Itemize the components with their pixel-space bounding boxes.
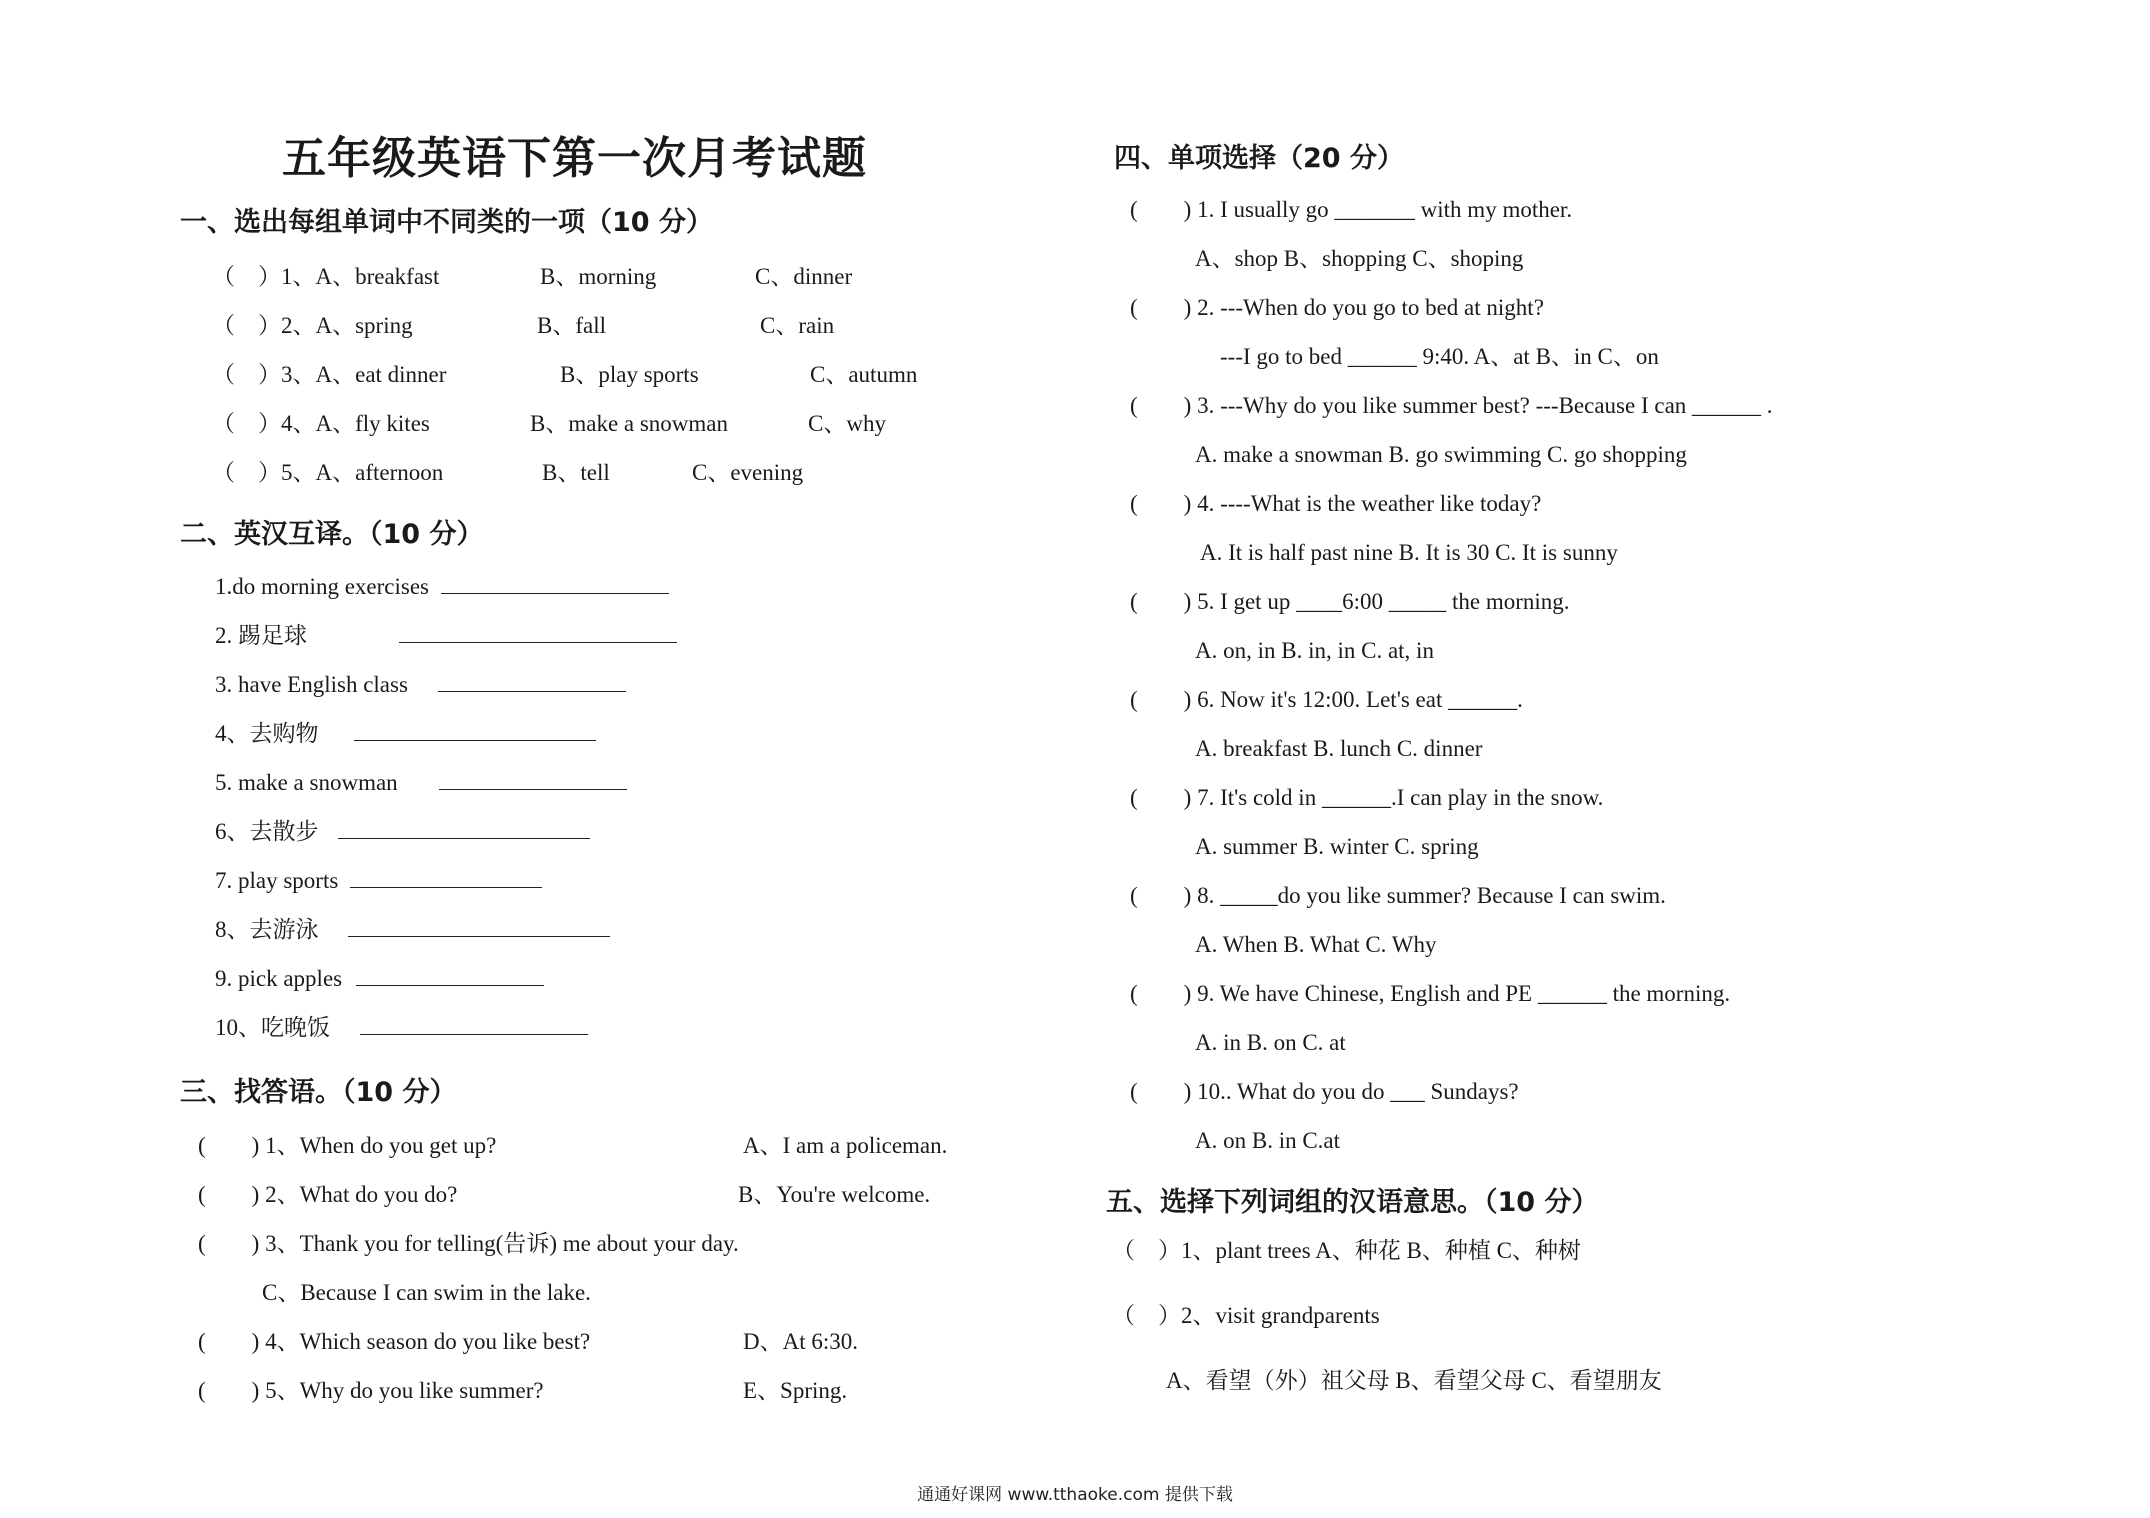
mc-question: ( ) 7. It's cold in ______.I can play in the snow. <box>1130 785 1604 810</box>
section1-item <box>212 311 1012 341</box>
answer-blank <box>439 769 627 790</box>
answer-blank <box>399 622 677 643</box>
mc-question: ( ) 10.. What do you do ___ Sundays? <box>1130 1079 1519 1104</box>
matching-item <box>198 1131 1018 1161</box>
translation-item <box>215 964 544 994</box>
section1-item-a: （ ）5、A、afternoon <box>212 460 444 485</box>
answer-blank <box>348 916 610 937</box>
mc-options: A. on B. in C.at <box>1195 1128 1341 1153</box>
section4-heading: 四、单项选择（20 分） <box>1114 143 1404 174</box>
matching-item <box>198 1327 1018 1357</box>
answer-blank <box>350 867 542 888</box>
matching-answer-line <box>262 1278 962 1308</box>
section5-heading: 五、选择下列词组的汉语意思。（10 分） <box>1106 1187 1599 1218</box>
mc-options: A. in B. on C. at <box>1195 1030 1346 1055</box>
translation-item <box>215 719 596 749</box>
section1-item-a: （ ）1、A、breakfast <box>212 264 440 289</box>
translation-prompt: 6、去散步 <box>215 819 319 844</box>
section2-heading: 二、英汉互译。（10 分） <box>180 519 484 550</box>
section1-item-b: B、tell <box>542 460 610 485</box>
section1-item-b: B、make a snowman <box>530 411 729 436</box>
phrase-options: A、看望（外）祖父母 B、看望父母 C、看望朋友 <box>1166 1368 1662 1393</box>
section1-item-c: C、rain <box>760 313 835 338</box>
section1-item-b: B、play sports <box>560 362 699 387</box>
mc-question: ( ) 4. ----What is the weather like today? <box>1130 491 1542 516</box>
phrase-question: （ ）1、plant trees A、种花 B、种植 C、种树 <box>1112 1238 1581 1263</box>
mc-question: ( ) 6. Now it's 12:00. Let's eat ______. <box>1130 687 1523 712</box>
translation-prompt: 2. 踢足球 <box>215 623 307 648</box>
mc-question: ( ) 9. We have Chinese, English and PE ______ the morning. <box>1130 981 1731 1006</box>
translation-prompt: 10、吃晚饭 <box>215 1015 330 1040</box>
mc-options: A. make a snowman B. go swimming C. go shopping <box>1195 442 1687 467</box>
answer-blank <box>338 818 590 839</box>
page-title: 五年级英语下第一次月考试题 <box>282 133 867 184</box>
translation-prompt: 1.do morning exercises <box>215 574 429 599</box>
section1-item <box>212 409 1012 439</box>
mc-options: A. summer B. winter C. spring <box>1195 834 1479 859</box>
mc-options: A. When B. What C. Why <box>1195 932 1437 957</box>
matching-answer: E、Spring. <box>743 1378 848 1403</box>
mc-question: ( ) 5. I get up ____6:00 _____ the morning. <box>1130 589 1570 614</box>
matching-question: ( ) 1、When do you get up? <box>198 1133 497 1158</box>
footer-credit: 通通好课网 www.tthaoke.com 提供下载 <box>917 1485 1233 1505</box>
answer-blank <box>441 573 669 594</box>
section1-item <box>212 360 1012 390</box>
matching-question: ( ) 4、Which season do you like best? <box>198 1329 591 1354</box>
answer-blank <box>360 1014 588 1035</box>
translation-prompt: 4、去购物 <box>215 721 319 746</box>
translation-item <box>215 915 610 945</box>
section1-heading: 一、选出每组单词中不同类的一项（10 分） <box>180 207 713 238</box>
mc-options: ---I go to bed ______ 9:40. A、at B、in C、on <box>1220 344 1659 369</box>
matching-item <box>198 1376 1018 1406</box>
mc-question: ( ) 3. ---Why do you like summer best? ---Because I can ______ . <box>1130 393 1773 418</box>
matching-question: ( ) 3、Thank you for telling(告诉) me about your day. <box>198 1231 739 1256</box>
mc-question: ( ) 8. _____do you like summer? Because I can swim. <box>1130 883 1666 908</box>
section1-item-a: （ ）4、A、fly kites <box>212 411 430 436</box>
section1-item-a: （ ）2、A、spring <box>212 313 413 338</box>
translation-item <box>215 670 626 700</box>
translation-prompt: 5. make a snowman <box>215 770 398 795</box>
translation-item <box>215 1013 588 1043</box>
translation-item <box>215 621 677 651</box>
section1-item-b: B、morning <box>540 264 657 289</box>
translation-prompt: 9. pick apples <box>215 966 343 991</box>
answer-blank <box>356 965 544 986</box>
matching-question: ( ) 5、Why do you like summer? <box>198 1378 544 1403</box>
section1-item-c: C、autumn <box>810 362 918 387</box>
mc-options: A. breakfast B. lunch C. dinner <box>1195 736 1483 761</box>
section1-item-a: （ ）3、A、eat dinner <box>212 362 447 387</box>
translation-item <box>215 768 627 798</box>
translation-prompt: 8、去游泳 <box>215 917 319 942</box>
answer-blank <box>354 720 596 741</box>
mc-options: A. on, in B. in, in C. at, in <box>1195 638 1434 663</box>
section3-heading: 三、找答语。（10 分） <box>180 1077 457 1108</box>
section1-item-c: C、why <box>808 411 886 436</box>
mc-question: ( ) 2. ---When do you go to bed at night? <box>1130 295 1544 320</box>
section1-item <box>212 458 1012 488</box>
mc-question: ( ) 1. I usually go _______ with my mother. <box>1130 197 1573 222</box>
translation-prompt: 3. have English class <box>215 672 408 697</box>
translation-item <box>215 572 669 602</box>
matching-answer: B、You're welcome. <box>738 1182 931 1207</box>
matching-answer: D、At 6:30. <box>743 1329 858 1354</box>
matching-answer: A、I am a policeman. <box>743 1133 948 1158</box>
matching-item <box>198 1180 1018 1210</box>
matching-item <box>198 1229 1018 1259</box>
section1-item-c: C、evening <box>692 460 804 485</box>
answer-blank <box>438 671 626 692</box>
translation-item <box>215 866 542 896</box>
matching-answer: C、Because I can swim in the lake. <box>262 1280 591 1305</box>
mc-options: A、shop B、shopping C、shoping <box>1195 246 1524 271</box>
phrase-question: （ ）2、visit grandparents <box>1112 1303 1380 1328</box>
mc-options: A. It is half past nine B. It is 30 C. It is sunny <box>1200 540 1618 565</box>
translation-item <box>215 817 590 847</box>
matching-question: ( ) 2、What do you do? <box>198 1182 458 1207</box>
section1-item-c: C、dinner <box>755 264 853 289</box>
section1-item <box>212 262 1012 292</box>
section1-item-b: B、fall <box>537 313 606 338</box>
translation-prompt: 7. play sports <box>215 868 339 893</box>
